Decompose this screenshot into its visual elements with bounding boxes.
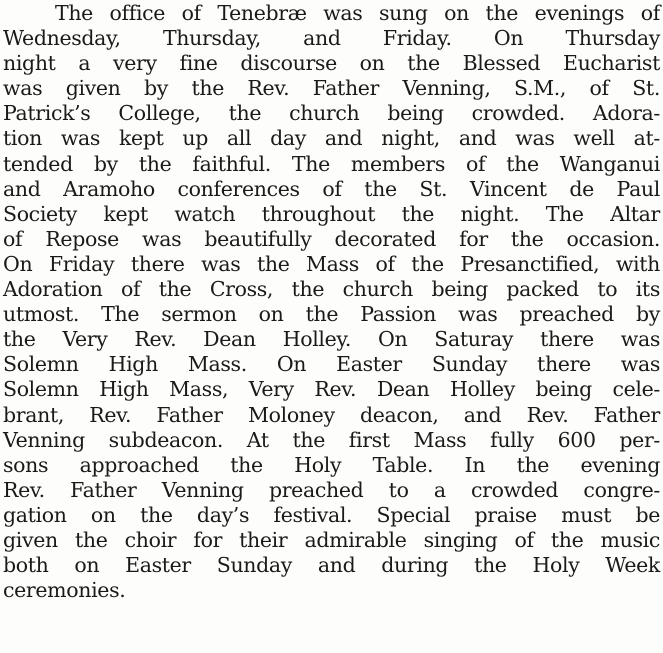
- text-line: utmost. The sermon on the Passion was preached by: [3, 302, 660, 327]
- text-line: was given by the Rev. Father Venning, S.M., of St.: [3, 76, 660, 101]
- text-line: Wednesday, Thursday, and Friday. On Thursday: [3, 26, 660, 51]
- text-line: ceremonies.: [3, 578, 126, 603]
- text-line: given the choir for their admirable singing of the music: [3, 527, 660, 552]
- article-paragraph: [3, 1, 660, 603]
- text-line: and Aramoho conferences of the St. Vincent de Paul: [3, 176, 660, 201]
- text-line: the Very Rev. Dean Holley. On Saturay there was: [3, 327, 660, 352]
- text-line: tended by the faithful. The members of the Wanganui: [3, 151, 660, 176]
- text-line: Patrick’s College, the church being crowded. Adora-: [3, 101, 660, 126]
- text-line: brant, Rev. Father Moloney deacon, and Rev. Father: [3, 402, 660, 427]
- text-line: Adoration of the Cross, the church being packed to its: [3, 277, 660, 302]
- text-line: gation on the day’s festival. Special praise must be: [3, 502, 660, 527]
- text-line: sons approached the Holy Table. In the evening: [3, 452, 660, 477]
- text-line: Solemn High Mass, Very Rev. Dean Holley being cele-: [3, 377, 660, 402]
- text-line: On Friday there was the Mass of the Presanctified, with: [3, 251, 660, 276]
- text-line: Society kept watch throughout the night. The Altar: [3, 201, 660, 226]
- text-line: tion was kept up all day and night, and was well at-: [3, 126, 660, 151]
- text-line: The office of Tenebræ was sung on the evenings of: [55, 1, 660, 25]
- text-line: of Repose was beautifully decorated for the occasion.: [3, 226, 660, 251]
- text-line: both on Easter Sunday and during the Holy Week: [3, 553, 660, 578]
- text-line: night a very fine discourse on the Blessed Eucharist: [3, 51, 660, 76]
- text-line: Solemn High Mass. On Easter Sunday there was: [3, 352, 660, 377]
- text-line: Rev. Father Venning preached to a crowded congre-: [3, 477, 660, 502]
- text-line: Venning subdeacon. At the first Mass fully 600 per-: [3, 427, 660, 452]
